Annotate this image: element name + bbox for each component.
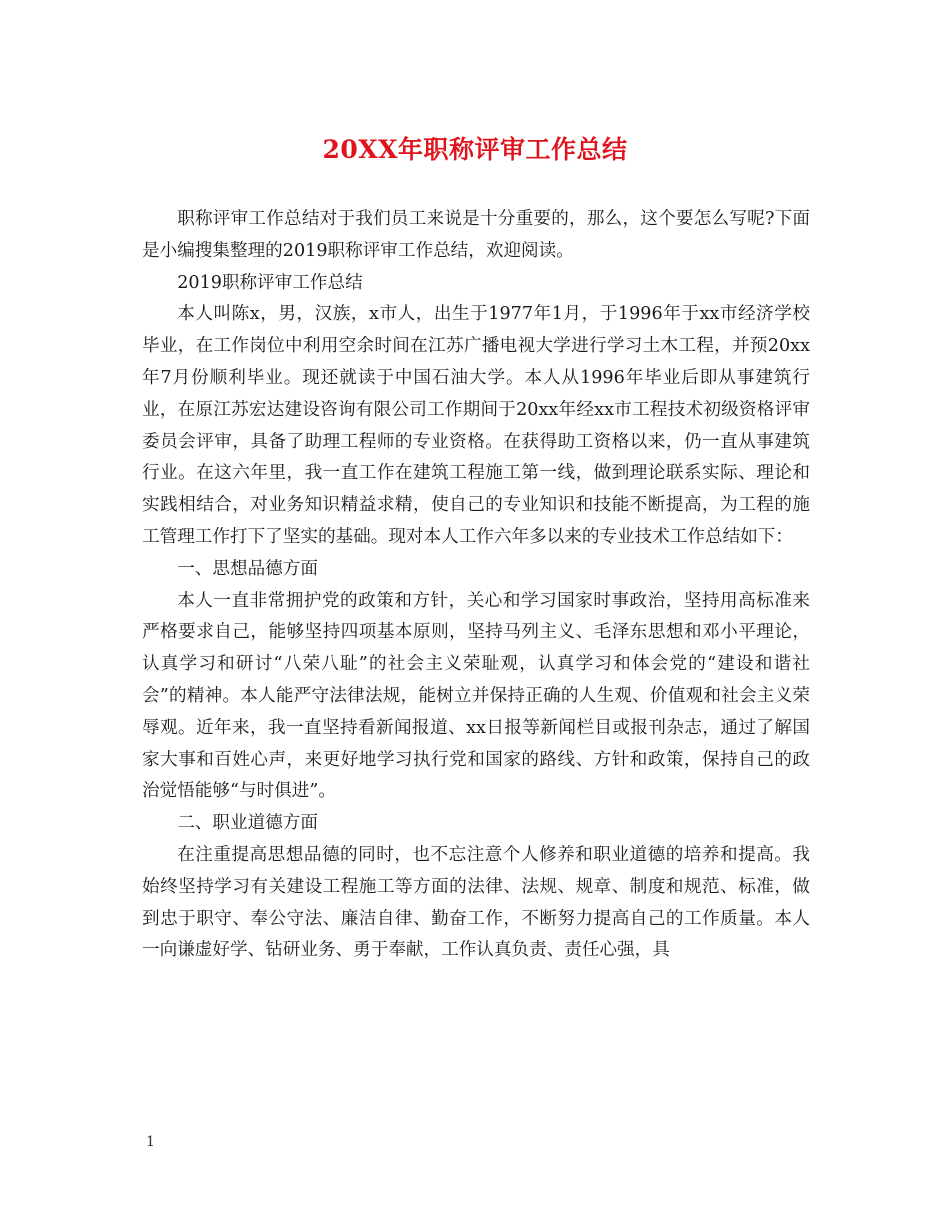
section-heading-ideology: 一、思想品德方面 xyxy=(177,558,318,579)
paragraph-ethics: 在注重提高思想品德的同时，也不忘注意个人修养和职业道德的培养和提高。我始终坚持学习有关建设工程施工等方面的法律、法规、规章、制度和规范、标准，做到忠于职守、奉公守法、廉洁自律、勤奋工作，不断努力提高自己的工作质量。本人一向谦虚好学、钻研业务、勇于奉献，工作认真负责、责任心强，具 xyxy=(142,844,810,961)
document-title: 20XX年职称评审工作总结 xyxy=(322,135,628,164)
document-body xyxy=(142,204,810,967)
paragraph-intro: 职称评审工作总结对于我们员工来说是十分重要的，那么，这个要怎么写呢?下面是小编搜集整理的2019职称评审工作总结，欢迎阅读。 xyxy=(142,209,810,261)
paragraph-background: 本人叫陈x，男，汉族，x市人，出生于1977年1月，于1996年于xx市经济学校毕业，在工作岗位中利用空余时间在江苏广播电视大学进行学习土木工程，并预20xx年7月份顺利毕业。现还就读于中国石油大学。本人从1996年毕业后即从事建筑行业，在原江苏宏达建设咨询有限公司工作期间于20xx年经xx市工程技术初级资格评审委员会评审，具备了助理工程师的专业资格。在获得助工资格以来，仍一直从事建筑行业。在这六年里，我一直工作在建筑工程施工第一线，做到理论联系实际、理论和实践相结合，对业务知识精益求精，使自己的专业知识和技能不断提高，为工程的施工管理工作打下了坚实的基础。现对本人工作六年多以来的专业技术工作总结如下： xyxy=(142,304,810,547)
paragraph-ideology: 本人一直非常拥护党的政策和方针，关心和学习国家时事政治，坚持用高标准来严格要求自己，能够坚持四项基本原则，坚持马列主义、毛泽东思想和邓小平理论，认真学习和研讨“八荣八耻”的社会主义荣耻观，认真学习和体会党的“建设和谐社会”的精神。本人能严守法律法规，能树立并保持正确的人生观、价值观和社会主义荣辱观。近年来，我一直坚持看新闻报道、xx日报等新闻栏目或报刊杂志，通过了解国家大事和百姓心声，来更好地学习执行党和国家的路线、方针和政策，保持自己的政治觉悟能够“与时俱进”。 xyxy=(142,590,810,802)
section-heading-summary: 2019职称评审工作总结 xyxy=(177,272,363,293)
section-heading-ethics: 二、职业道德方面 xyxy=(177,813,318,834)
page-number: 1 xyxy=(146,1134,155,1150)
